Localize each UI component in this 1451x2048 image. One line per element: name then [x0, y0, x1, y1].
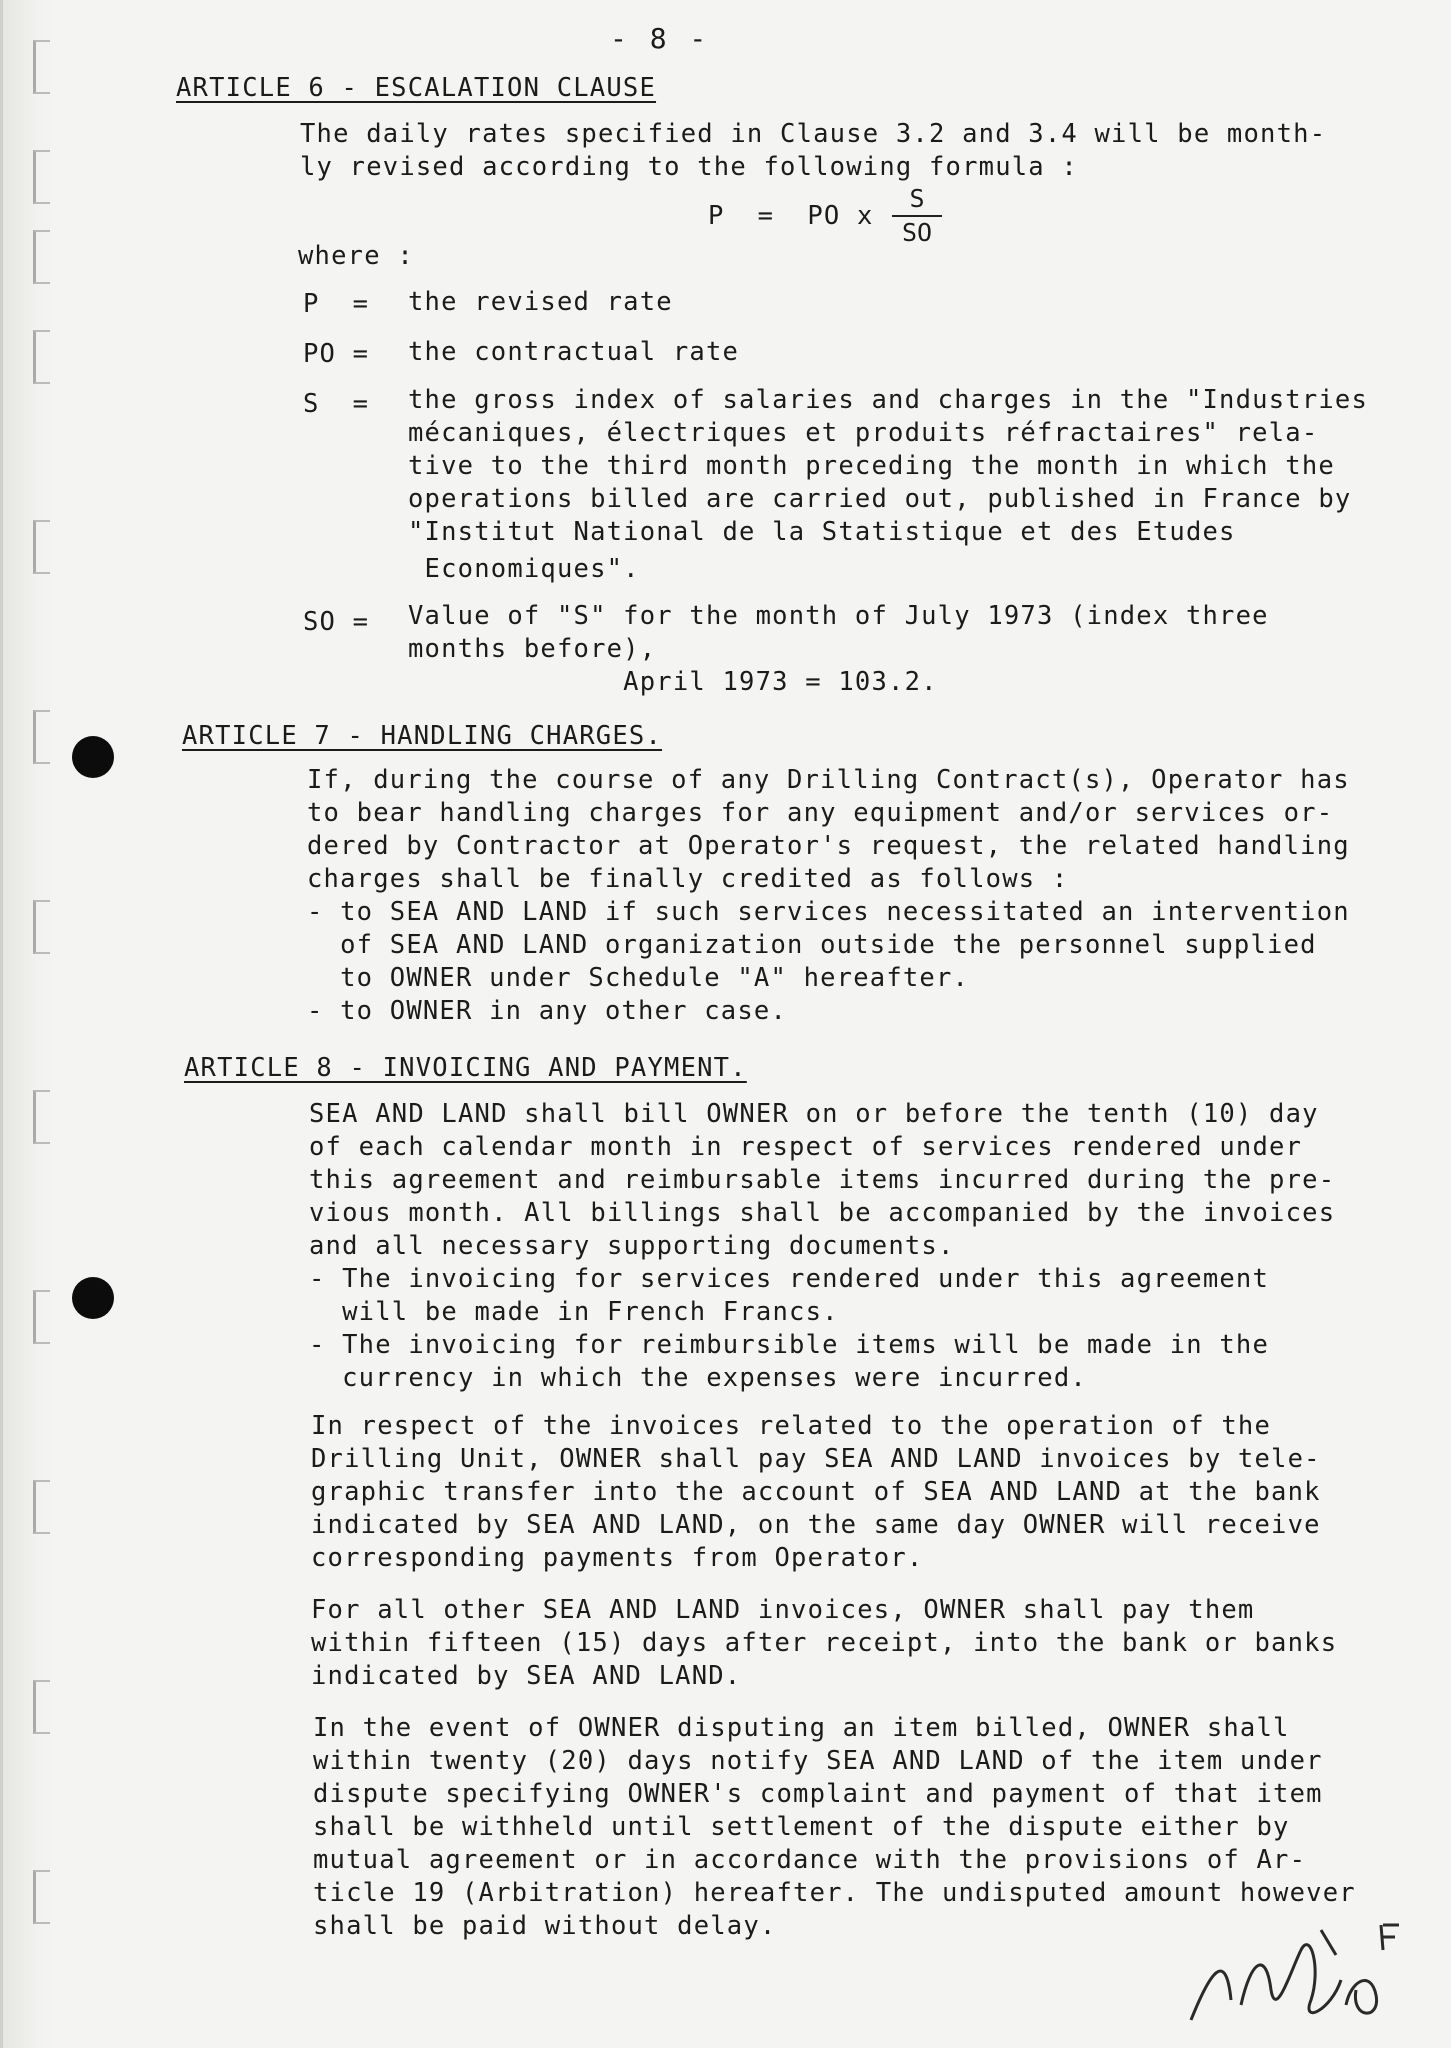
edge-mark [33, 710, 50, 764]
definition-term: PO = [303, 339, 370, 369]
article-7-line: - to SEA AND LAND if such services necessitated an intervention [307, 897, 1350, 927]
definition-term: S = [303, 389, 370, 419]
article-8-line: this agreement and reimbursable items incurred during the pre- [309, 1165, 1336, 1195]
where-label: where : [298, 241, 414, 271]
edge-mark [33, 520, 50, 574]
article-8-line: within fifteen (15) days after receipt, into the bank or banks [311, 1628, 1338, 1658]
article-8-line: and all necessary supporting documents. [309, 1231, 955, 1261]
article-8-line: indicated by SEA AND LAND, on the same day OWNER will receive [311, 1510, 1321, 1540]
article-7-heading: ARTICLE 7 - HANDLING CHARGES. [182, 721, 663, 751]
definition-term: P = [303, 289, 370, 319]
article-8-line: shall be withheld until settlement of the dispute either by [313, 1812, 1290, 1842]
article-8-heading: ARTICLE 8 - INVOICING AND PAYMENT. [184, 1053, 747, 1083]
article-7-line: dered by Contractor at Operator's request, the related handling [307, 831, 1350, 861]
definition-text: the gross index of salaries and charges in the "Industries [408, 385, 1369, 415]
edge-mark [33, 230, 50, 284]
article-8-line: - The invoicing for services rendered under this agreement [309, 1264, 1270, 1294]
article-6-intro-line: ly revised according to the following formula : [300, 152, 1078, 182]
article-8-line: - The invoicing for reimbursible items will be made in the [309, 1330, 1270, 1360]
article-7-line: charges shall be finally credited as follows : [307, 864, 1069, 894]
definition-text: Value of "S" for the month of July 1973 (index three [408, 601, 1269, 631]
definition-text: the contractual rate [408, 337, 740, 367]
article-7-line: If, during the course of any Drilling Contract(s), Operator has [307, 765, 1350, 795]
formula-left: P = PO x [708, 201, 874, 231]
article-8-line: vious month. All billings shall be accompanied by the invoices [309, 1198, 1336, 1228]
article-8-line: currency in which the expenses were incurred. [309, 1363, 1087, 1393]
handwritten-initials [1171, 1910, 1421, 2030]
article-7-line: to bear handling charges for any equipment and/or services or- [307, 798, 1334, 828]
article-8-line: Drilling Unit, OWNER shall pay SEA AND LAND invoices by tele- [311, 1444, 1321, 1474]
definition-text: mécaniques, électriques et produits réfractaires" rela- [408, 418, 1319, 448]
article-8-line: ticle 19 (Arbitration) hereafter. The undisputed amount however [313, 1878, 1356, 1908]
article-8-line: corresponding payments from Operator. [311, 1543, 924, 1573]
definition-text: "Institut National de la Statistique et des Etudes [408, 517, 1236, 547]
article-6-intro-line: The daily rates specified in Clause 3.2 and 3.4 will be month- [300, 119, 1327, 149]
article-7-line: to OWNER under Schedule "A" hereafter. [307, 963, 970, 993]
article-8-line: In the event of OWNER disputing an item billed, OWNER shall [313, 1713, 1290, 1743]
formula-denominator: SO [901, 218, 933, 247]
article-8-line: indicated by SEA AND LAND. [311, 1661, 742, 1691]
edge-mark [33, 1090, 50, 1144]
article-8-line: SEA AND LAND shall bill OWNER on or before the tenth (10) day [309, 1099, 1319, 1129]
article-6-heading: ARTICLE 6 - ESCALATION CLAUSE [176, 73, 657, 103]
article-7-line: of SEA AND LAND organization outside the personnel supplied [307, 930, 1317, 960]
definition-text: operations billed are carried out, published in France by [408, 484, 1352, 514]
article-8-line: graphic transfer into the account of SEA AND LAND at the bank [311, 1477, 1321, 1507]
article-8-line: within twenty (20) days notify SEA AND LAND of the item under [313, 1746, 1323, 1776]
punch-hole [72, 1277, 114, 1319]
definition-term: SO = [303, 607, 370, 637]
punch-hole [72, 736, 114, 778]
article-8-line: will be made in French Francs. [309, 1297, 839, 1327]
article-8-line: For all other SEA AND LAND invoices, OWNER shall pay them [311, 1595, 1255, 1625]
article-8-line: dispute specifying OWNER's complaint and payment of that item [313, 1779, 1323, 1809]
fraction-bar [892, 215, 942, 217]
article-8-line: shall be paid without delay. [313, 1911, 777, 1941]
edge-mark [33, 1680, 50, 1734]
edge-mark [33, 40, 50, 94]
edge-mark [33, 1870, 50, 1924]
left-page-edge [0, 0, 55, 2048]
definition-text: the revised rate [408, 287, 673, 317]
edge-mark [33, 1290, 50, 1344]
formula-numerator: S [909, 184, 925, 213]
edge-mark [33, 1480, 50, 1534]
definition-text: April 1973 = 103.2. [408, 667, 938, 697]
article-7-line: - to OWNER in any other case. [307, 996, 788, 1026]
article-8-line: In respect of the invoices related to the operation of the [311, 1411, 1272, 1441]
definition-text: tive to the third month preceding the month in which the [408, 451, 1335, 481]
edge-mark [33, 330, 50, 384]
definition-text: Economiques". [408, 554, 640, 584]
definition-text: months before), [408, 634, 657, 664]
article-8-line: of each calendar month in respect of services rendered under [309, 1132, 1303, 1162]
article-8-line: mutual agreement or in accordance with the provisions of Ar- [313, 1845, 1307, 1875]
edge-mark [33, 900, 50, 954]
page-number: - 8 - [610, 22, 710, 55]
edge-mark [33, 150, 50, 204]
